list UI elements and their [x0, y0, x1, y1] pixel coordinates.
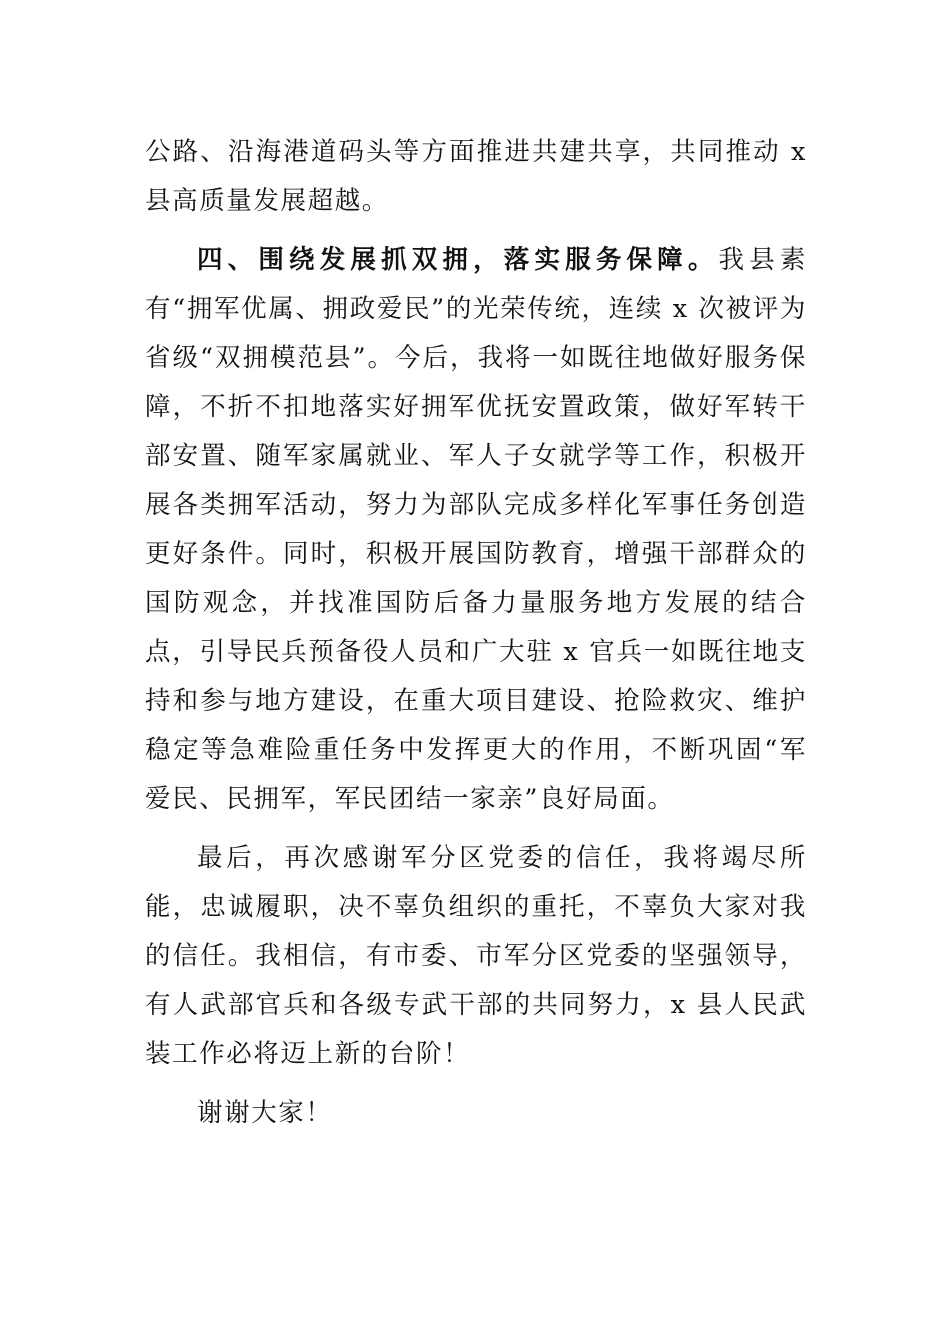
- section-heading: 四、围绕发展抓双拥，落实服务保障。: [197, 245, 719, 275]
- paragraph-text: 我县素有“拥军优属、拥政爱民”的光荣传统，连续 x 次被评为省级“双拥模范县”。今后，我将一如既往地做好服务保障，不折不扣地落实好拥军优抚安置政策，做好军转干部安置、随军家属就业、军人子女就学等工作，积极开展各类拥军活动，努力为部队完成多样化军事任务创造更好条件。同时，积极开展国防教育，增强干部群众的国防观念，并找准国防后备力量服务地方发展的结合点，引导民兵预备役人员和广大驻 x 官兵一如既往地支持和参与地方建设，在重大项目建设、抢险救灾、维护稳定等急难险重任务中发挥更大的作用，不断巩固“军爱民、民拥军，军民团结一家亲”良好局面。: [145, 245, 807, 814]
- paragraph-text: 谢谢大家！: [197, 1098, 333, 1128]
- paragraph-continuation: [145, 128, 807, 226]
- paragraph-section-four: [145, 236, 807, 824]
- paragraph-closing: [145, 834, 807, 1079]
- document-body: [145, 128, 807, 1138]
- paragraph-text: 公路、沿海港道码头等方面推进共建共享，共同推动 x 县高质量发展超越。: [145, 137, 807, 216]
- paragraph-text: 最后，再次感谢军分区党委的信任，我将竭尽所能，忠诚履职，决不辜负组织的重托，不辜负大家对我的信任。我相信，有市委、市军分区党委的坚强领导，有人武部官兵和各级专武干部的共同努力，x 县人民武装工作必将迈上新的台阶！: [145, 843, 807, 1069]
- paragraph-thanks: [145, 1089, 807, 1138]
